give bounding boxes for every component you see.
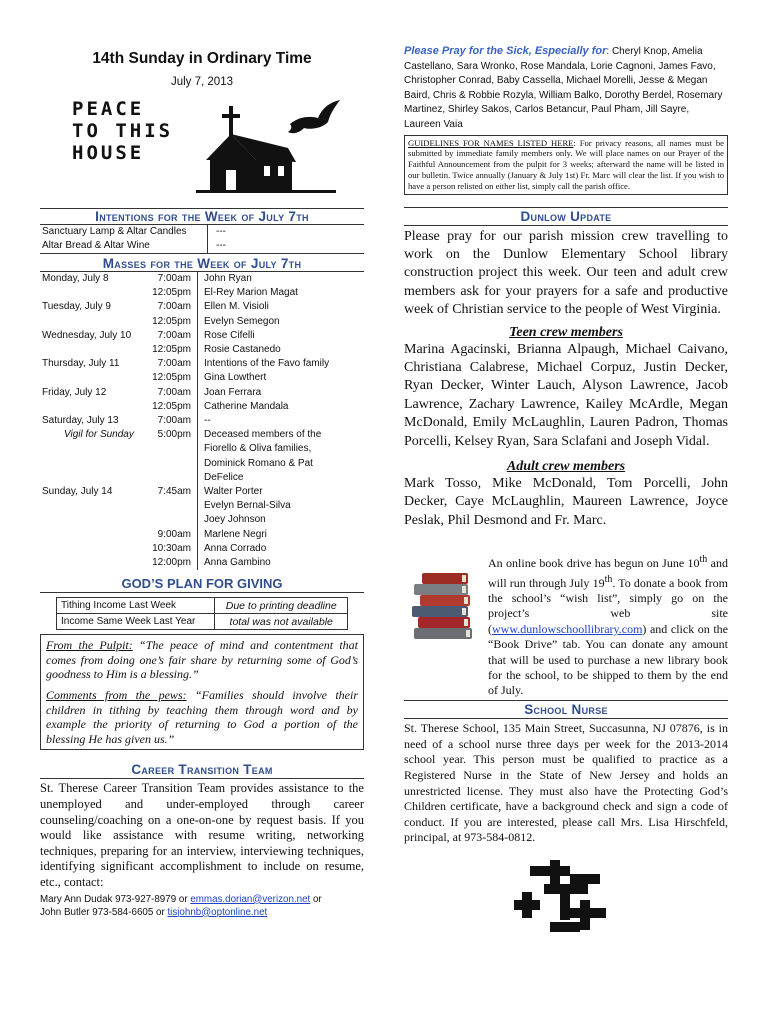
pews-label: Comments from the pews: [46, 688, 187, 703]
teen-crew-heading: Teen crew members [509, 324, 623, 340]
mass-intention: Rose Cifelli [204, 329, 255, 341]
intention-value: --- [216, 240, 226, 251]
drive-text-part: . To donate a book from the school’s “wish list”, simply go on the project’s web site ( [488, 575, 728, 636]
mass-time: 7:00am [138, 386, 198, 400]
drive-text-part: and will run through July 19 [488, 556, 728, 590]
mass-intention: Anna Gambino [204, 557, 271, 569]
mass-day [40, 343, 138, 357]
mass-time: 7:45am [138, 485, 198, 499]
title-block [40, 50, 364, 88]
mass-day [40, 457, 138, 471]
career-text: St. Therese Career Transition Team provides assistance to the unemployed and under-employed through career counseling/coaching on a one-on-one by request basis. If you would like assistance with resume writing, networking techniques, preparing for an interview, interviewing techniques, identifying significant accomplishment to include on resume, etc., contact: [40, 781, 364, 889]
mass-day: Vigil for Sunday [64, 429, 134, 441]
mass-intention: -- [204, 415, 211, 427]
mass-time: 12:05pm [138, 371, 198, 385]
prayer-lead: Please Pray for the Sick, Especially for [404, 45, 607, 57]
mass-intention: DeFelice [204, 471, 244, 483]
logo-line: PEACE [72, 98, 145, 120]
guidelines-label: GUIDELINES FOR NAMES LISTED HERE [408, 137, 574, 148]
giving-label: Tithing Income Last Week [57, 598, 215, 614]
career-contacts [40, 893, 364, 919]
nurse-text: St. Therese School, 135 Main Street, Succasunna, NJ 07876, is in need of a school nurse three days per week for the 2013-2014 school year. This person must be qualified to practice as a Registered Nurse in the State of New Jersey and holds an unrestricted license. They must also have the Protecting God’s Children certificate, have a background check and sign a code of conduct. If you are interested, please call Mrs. Lisa Hirschfeld, principal, at 973-584-0812. [404, 721, 728, 845]
mass-time: 12:05pm [138, 343, 198, 357]
mass-time: 9:00am [138, 528, 198, 542]
email-link[interactable]: tisjohnb@optonline.net [167, 906, 268, 918]
mass-intention: Evelyn Semegon [204, 315, 280, 327]
drive-text-part: An online book drive has begun on June 10 [488, 556, 700, 571]
mass-intention: John Ryan [204, 273, 252, 284]
dunlow-text: Please pray for our parish mission crew travelling to work on the Dunlow Elementary School library construction project this week. Our teen and adult crew members ask for your prayers for a safe and productive week of Christian service to the people of West Virginia. [404, 228, 728, 318]
mass-time: 12:00pm [138, 556, 198, 570]
drive-text-part: ) and click on the “Book Drive” tab. You can donate any amount that will be used to purchase a new library book for the school, to be shipped to them by the end of July. [488, 621, 728, 698]
mass-time [138, 471, 198, 485]
church-with-dove-icon [192, 94, 342, 202]
mass-day [40, 371, 138, 385]
mass-time: 7:00am [138, 329, 198, 343]
mass-day [40, 556, 138, 570]
bulletin-date: July 7, 2013 [170, 76, 233, 88]
mass-time [138, 499, 198, 513]
giving-value: Due to printing deadline [215, 598, 348, 614]
pulpit-text: “The peace of mind and contentment that comes from doing one’s fair share by returning some of God’s goodness to Him is a blessing.” [46, 638, 358, 682]
intention-value: --- [216, 226, 226, 237]
intention-label: Sanctuary Lamp & Altar Candles [40, 225, 208, 239]
masses-heading: Masses for the Week of July 7th [40, 256, 364, 272]
mass-day: Friday, July 12 [42, 386, 107, 398]
mass-intention: Intentions of the Favo family [204, 358, 330, 370]
mass-intention: Catherine Mandala [204, 400, 289, 412]
contact-line [40, 893, 364, 906]
left-column [40, 44, 364, 919]
mass-day [40, 400, 138, 414]
pulpit-box [40, 634, 364, 750]
mass-day [40, 528, 138, 542]
intentions-heading: Intentions for the Week of July 7th [40, 208, 364, 225]
mass-intention: Gina Lowthert [204, 372, 267, 384]
logo-line: HOUSE [72, 142, 145, 164]
nurse-heading: School Nurse [524, 702, 608, 718]
mass-time [138, 457, 198, 471]
parish-logo [40, 94, 364, 202]
mass-time: 12:05pm [138, 286, 198, 300]
email-link[interactable]: emmas.dorian@verizon.net [190, 893, 311, 905]
mass-day: Tuesday, July 9 [42, 301, 111, 313]
book-drive [404, 552, 728, 698]
mass-day [40, 471, 138, 485]
giving-heading: GOD’S PLAN FOR GIVING [121, 576, 283, 592]
mass-time: 7:00am [138, 300, 198, 314]
mass-day: Thursday, July 11 [42, 358, 120, 370]
mass-time: 5:00pm [138, 428, 198, 442]
logo-line: TO THIS [72, 120, 174, 142]
page-title: 14th Sunday in Ordinary Time [92, 50, 312, 67]
contact-tail: or [310, 893, 322, 905]
mass-time: 7:00am [138, 272, 198, 286]
giving-label: Income Same Week Last Year [57, 614, 215, 630]
giving-value: total was not available [215, 614, 348, 630]
cross-ornament-icon [500, 860, 650, 940]
mass-day [40, 286, 138, 300]
logo-text [72, 98, 173, 164]
pulpit-label: From the Pulpit: [46, 638, 133, 653]
mass-time: 12:05pm [138, 315, 198, 329]
guidelines-text: : For privacy reasons, all names must be submitted by immediate family members only. We will place names on our Prayer of the Faithful Announcement from the pulpit for 3 weeks; afterward the name will be listed in our bulletin. Twice annually (January & July 1st) Fr. Marc will clear the list. If you wish to have a person relisted on either list, simply call the parish office. [408, 137, 724, 191]
mass-day [40, 542, 138, 556]
mass-day [40, 513, 138, 527]
teen-crew-list: Marina Agacinski, Brianna Alpaugh, Michael Caivano, Christiana Calabrese, Michael Corpuz, Justin Decker, Ryan Decker, Winter Lauch, Alyson Lawrence, Jacob Lawrence, Zachary Lawrence, Kailey McArdle, Megan McDonald, Emily McLaughlin, Lauren Padron, Thomas Porcelli, Kelsey Ryan, Sara Sclafani and Joseph Vidal. [404, 341, 728, 449]
mass-time [138, 442, 198, 456]
mass-time: 7:00am [138, 414, 198, 428]
intentions-table [40, 225, 364, 254]
superscript: th [604, 573, 613, 585]
adult-crew-list: Mark Tosso, Mike McDonald, Tom Porcelli, John Decker, Caye McLaughlin, Maureen Lawrence, Joyce Peslak, Phil Desmond and Fr. Marc. [404, 476, 728, 528]
career-heading: Career Transition Team [131, 762, 273, 778]
pulpit-quote [46, 638, 358, 682]
mass-intention: Dominick Romano & Pat [204, 457, 313, 469]
right-column [404, 44, 728, 940]
mass-time: 10:30am [138, 542, 198, 556]
contact-name: John Butler 973-584-6605 or [40, 906, 168, 918]
mass-intention: Marlene Negri [204, 528, 267, 540]
dunlow-heading: Dunlow Update [520, 208, 612, 224]
mass-day: Wednesday, July 10 [42, 329, 132, 341]
mass-day: Monday, July 8 [42, 273, 109, 284]
mass-time: 7:00am [138, 357, 198, 371]
guidelines-box [404, 135, 728, 195]
masses-table [40, 272, 364, 570]
mass-intention: Evelyn Bernal-Silva [204, 500, 291, 512]
book-drive-text [488, 552, 728, 699]
giving-table [56, 597, 348, 630]
contact-name: Mary Ann Dudak 973-927-8979 or [40, 893, 191, 905]
mass-day: Sunday, July 14 [42, 486, 113, 498]
intention-label: Altar Bread & Altar Wine [40, 239, 208, 253]
superscript: th [699, 554, 708, 566]
mass-intention: El-Rey Marion Magat [204, 287, 298, 299]
mass-day [40, 499, 138, 513]
prayer-names: : Cheryl Knop, Amelia Castellano, Sara Wronko, Rose Mandala, Lorie Cagnoni, James Favo, Christopher Conrad, Baby Cassella, Michael Morelli, Jesse & Megan Baird, Chris & Robbie Rozyla, William Balko, Dorothy Berdel, Rosemary Martinez, Shirley Sakos, Carlos Betancur, Paul Pham, Jill Sayre, Laureen Vaia [404, 46, 723, 130]
mass-intention: Rosie Castanedo [204, 344, 281, 356]
library-website-link[interactable]: www.dunlowschoollibrary.com [492, 621, 643, 636]
pews-text: “Families should involve their children in tithing by teaching them through word and by example the priority of returning to God a portion of the blessing He has given us.” [46, 688, 359, 746]
pews-quote [46, 688, 358, 746]
book-stack-icon [408, 570, 478, 642]
mass-intention: Anna Corrado [204, 542, 267, 554]
mass-day [40, 442, 138, 456]
mass-day [40, 315, 138, 329]
mass-intention: Deceased members of the [204, 429, 322, 441]
adult-crew-heading: Adult crew members [506, 459, 626, 475]
table-row [57, 598, 348, 614]
mass-intention: Fiorello & Oliva families, [204, 443, 312, 455]
mass-intention: Joan Ferrara [204, 386, 262, 398]
mass-intention: Joey Johnson [204, 514, 266, 526]
contact-line [40, 906, 364, 919]
mass-time [138, 513, 198, 527]
mass-intention: Walter Porter [204, 486, 263, 498]
mass-day: Saturday, July 13 [42, 415, 119, 427]
mass-intention: Ellen M. Visioli [204, 301, 269, 313]
mass-time: 12:05pm [138, 400, 198, 414]
table-row [57, 614, 348, 630]
prayer-list [404, 44, 728, 133]
